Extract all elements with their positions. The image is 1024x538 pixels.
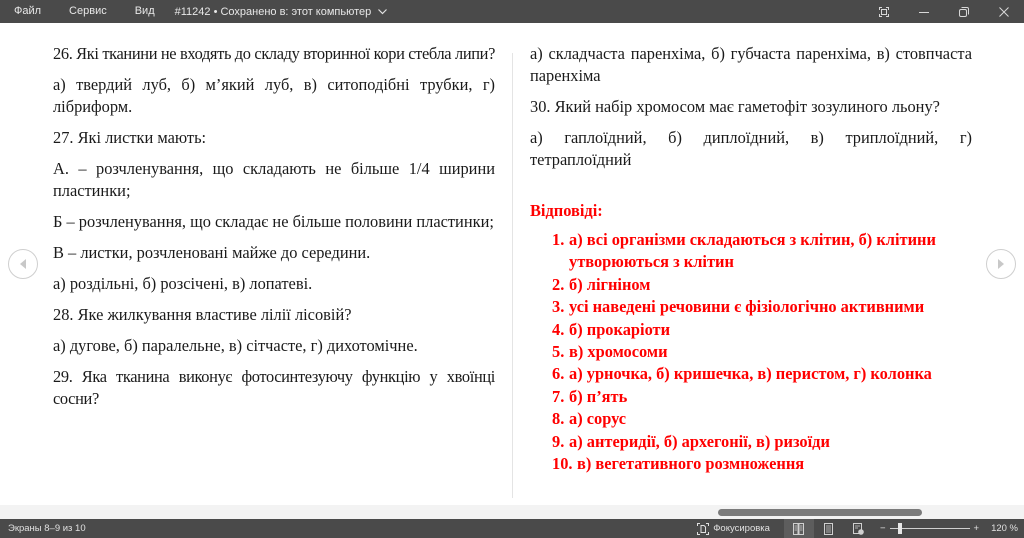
page-icon	[823, 523, 834, 535]
answer-number: 5.	[552, 342, 565, 362]
close-button[interactable]	[984, 0, 1024, 23]
question-30: 30. Який набір хромосом має гаметофіт зозулиного льону?	[530, 97, 940, 116]
answer-text: а) сорус	[569, 409, 627, 429]
zoom-slider-thumb[interactable]	[898, 523, 902, 534]
chevron-down-icon	[378, 7, 387, 17]
menu-service[interactable]: Сервис	[69, 5, 107, 17]
status-controls	[697, 519, 1018, 538]
zoom-control	[880, 523, 979, 534]
question-27: 27. Які листки мають:	[53, 128, 207, 147]
scrollbar-thumb[interactable]	[718, 509, 922, 516]
status-bar	[0, 519, 1024, 538]
answer-number: 2.	[552, 274, 565, 294]
answer-item	[530, 296, 972, 318]
answer-number: 4.	[552, 319, 565, 339]
answer-text: б) лігніном	[569, 274, 651, 294]
question-30-options: а) гаплоїдний, б) диплоїдний, в) триплоїдний, г) тетраплоїдний	[530, 128, 972, 169]
menu-view[interactable]: Вид	[134, 5, 155, 17]
minimize-icon	[919, 7, 929, 17]
document-title-dropdown[interactable]	[175, 6, 388, 18]
page-right	[530, 43, 972, 475]
answer-number: 9.	[552, 431, 565, 451]
answers-list	[530, 229, 972, 475]
answer-item	[530, 408, 972, 430]
answer-number: 7.	[552, 386, 565, 406]
answer-text: а) урночка, б) кришечка, в) перистом, г) колонка	[569, 364, 932, 384]
zoom-in-button[interactable]: +	[973, 523, 980, 534]
answer-number: 6.	[552, 364, 565, 384]
question-26: 26. Які тканини не входять до складу вторинної кори стебла липи?	[53, 44, 496, 63]
question-29: 29. Яка тканина виконує фотосинтезуючу функцію у хвоїнці сосни?	[53, 367, 495, 408]
previous-page-button[interactable]	[8, 249, 38, 279]
answer-item	[530, 386, 972, 408]
zoom-out-button[interactable]: −	[879, 523, 886, 534]
answer-number: 3.	[552, 297, 565, 317]
minimize-button[interactable]	[904, 0, 944, 23]
restore-button[interactable]	[944, 0, 984, 23]
question-27-item-a: А. – розчленування, що складають не більше 1/4 ширини пластинки;	[53, 159, 495, 200]
web-page-icon	[853, 523, 864, 535]
fullscreen-icon	[879, 7, 889, 17]
page-indicator: Экраны 8–9 из 10	[8, 523, 86, 534]
question-27-item-b: Б – розчленування, що складає не більше половини пластинки;	[53, 212, 494, 231]
question-27-item-v: В – листки, розчленовані майже до середини.	[53, 243, 371, 262]
read-mode-button[interactable]	[784, 519, 814, 538]
answer-item	[530, 363, 972, 385]
answer-text: а) антеридії, б) архегонії, в) ризоїди	[569, 431, 830, 451]
close-icon	[999, 7, 1009, 17]
fullscreen-button[interactable]	[864, 0, 904, 23]
menu-file[interactable]: Файл	[14, 5, 42, 17]
answer-text: б) п’ять	[569, 386, 628, 406]
arrow-left-icon	[18, 258, 28, 270]
print-layout-button[interactable]	[814, 519, 844, 538]
answer-text: в) хромосоми	[569, 342, 668, 362]
answer-item	[530, 431, 972, 453]
horizontal-scrollbar[interactable]	[0, 505, 1024, 519]
answer-number: 10.	[552, 454, 573, 474]
title-bar	[0, 0, 1024, 23]
question-28: 28. Яке жилкування властиве лілії лісовій?	[53, 305, 352, 324]
document-title: #11242 • Сохранено в: этот компьютер	[174, 5, 372, 18]
zoom-slider[interactable]	[890, 528, 970, 529]
arrow-right-icon	[996, 258, 1006, 270]
answer-text: усі наведені речовини є фізіологічно активними	[569, 297, 925, 317]
answer-item	[530, 341, 972, 363]
answer-item	[530, 453, 972, 475]
web-layout-button[interactable]	[844, 519, 874, 538]
focus-mode-button[interactable]	[697, 523, 770, 535]
restore-icon	[959, 7, 969, 17]
document-viewport[interactable]	[0, 23, 1024, 505]
answer-text: в) вегетативного розмноження	[577, 454, 805, 474]
answer-number: 1.	[552, 230, 565, 249]
next-page-button[interactable]	[986, 249, 1016, 279]
question-28-options: а) дугове, б) паралельне, в) сітчасте, г) дихотомічне.	[53, 336, 418, 355]
answer-number: 8.	[552, 409, 565, 429]
book-icon	[793, 523, 804, 535]
page-divider	[512, 53, 513, 498]
question-26-options: а) твердий луб, б) м’який луб, в) ситоподібні трубки, г) лібриформ.	[53, 75, 495, 116]
answer-item	[530, 229, 972, 274]
focus-label: Фокусировка	[713, 523, 770, 534]
answer-text: а) всі організми складаються з клітин, б) клітини утворюються з клітин	[569, 230, 936, 272]
question-27-options: а) роздільні, б) розсічені, в) лопатеві.	[53, 274, 313, 293]
answer-text: б) прокаріоти	[569, 319, 671, 339]
answers-heading: Відповіді:	[530, 201, 603, 220]
window-controls	[864, 0, 1024, 23]
focus-icon	[697, 523, 709, 535]
page-left	[53, 43, 495, 419]
zoom-percentage[interactable]: 120 %	[991, 523, 1018, 534]
answer-item	[530, 274, 972, 296]
answer-item	[530, 319, 972, 341]
question-29-options: а) складчаста паренхіма, б) губчаста паренхіма, в) стовпчаста паренхіма	[530, 44, 972, 85]
